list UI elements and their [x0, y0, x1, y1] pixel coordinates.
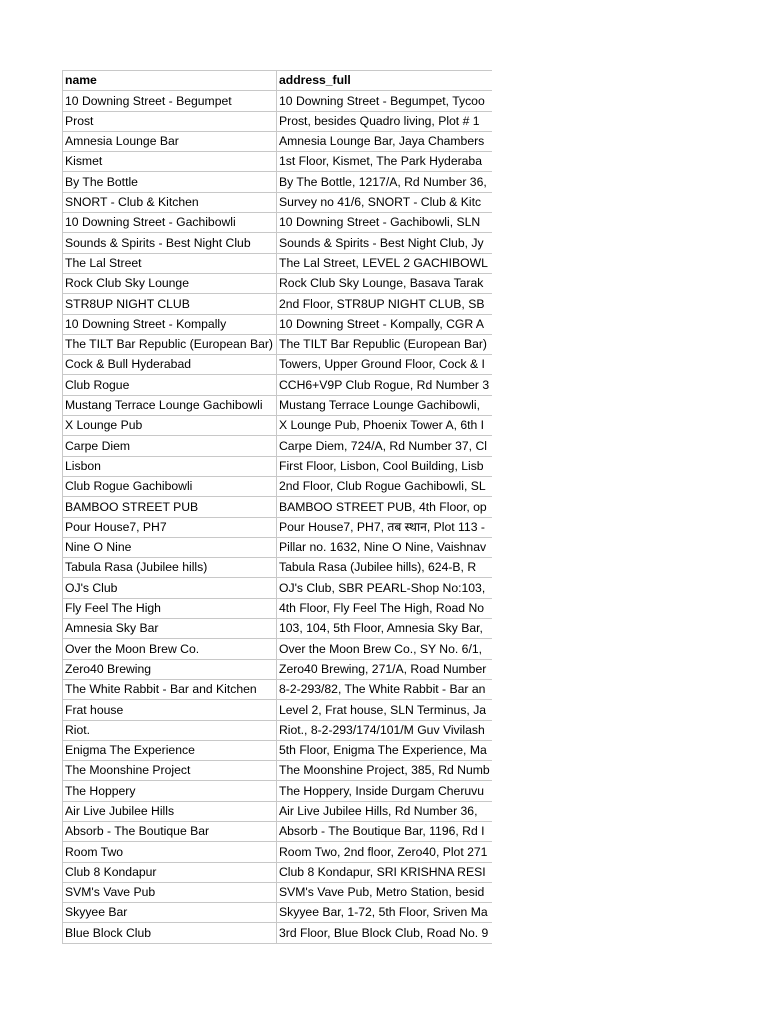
table-row	[63, 923, 493, 943]
cell-address: Sounds & Spirits - Best Night Club, Jy	[277, 233, 493, 253]
cell-name: Riot.	[63, 720, 277, 740]
cell-address: Air Live Jubilee Hills, Rd Number 36,	[277, 801, 493, 821]
table-row	[63, 375, 493, 395]
cell-address: OJ's Club, SBR PEARL-Shop No:103,	[277, 578, 493, 598]
cell-address: CCH6+V9P Club Rogue, Rd Number 3	[277, 375, 493, 395]
table-row	[63, 456, 493, 476]
cell-name: Amnesia Sky Bar	[63, 619, 277, 639]
cell-name: Club Rogue	[63, 375, 277, 395]
cell-address: 10 Downing Street - Begumpet, Tycoo	[277, 91, 493, 111]
table-row	[63, 436, 493, 456]
cell-name: Prost	[63, 111, 277, 131]
cell-name: Blue Block Club	[63, 923, 277, 943]
table-row	[63, 659, 493, 679]
cell-name: Over the Moon Brew Co.	[63, 639, 277, 659]
table-row	[63, 294, 493, 314]
table-row	[63, 395, 493, 415]
cell-address: 5th Floor, Enigma The Experience, Ma	[277, 740, 493, 760]
table-row	[63, 619, 493, 639]
cell-address: The Hoppery, Inside Durgam Cheruvu	[277, 781, 493, 801]
table-row	[63, 91, 493, 111]
cell-address: 10 Downing Street - Gachibowli, SLN	[277, 213, 493, 233]
table-row	[63, 903, 493, 923]
cell-address: 3rd Floor, Blue Block Club, Road No. 9	[277, 923, 493, 943]
cell-name: 10 Downing Street - Kompally	[63, 314, 277, 334]
cell-name: Sounds & Spirits - Best Night Club	[63, 233, 277, 253]
cell-address: SVM's Vave Pub, Metro Station, besid	[277, 882, 493, 902]
cell-name: The Lal Street	[63, 253, 277, 273]
cell-name: Tabula Rasa (Jubilee hills)	[63, 558, 277, 578]
cell-address: By The Bottle, 1217/A, Rd Number 36,	[277, 172, 493, 192]
cell-name: Frat house	[63, 700, 277, 720]
cell-address: Absorb - The Boutique Bar, 1196, Rd I	[277, 821, 493, 841]
cell-name: Carpe Diem	[63, 436, 277, 456]
cell-address: The Moonshine Project, 385, Rd Numb	[277, 761, 493, 781]
cell-address: Amnesia Lounge Bar, Jaya Chambers	[277, 131, 493, 151]
cell-name: Fly Feel The High	[63, 598, 277, 618]
table-row	[63, 334, 493, 354]
cell-name: Club Rogue Gachibowli	[63, 476, 277, 496]
cell-name: Lisbon	[63, 456, 277, 476]
cell-address: Zero40 Brewing, 271/A, Road Number	[277, 659, 493, 679]
cell-address: 10 Downing Street - Kompally, CGR A	[277, 314, 493, 334]
table-row	[63, 355, 493, 375]
cell-address: The Lal Street, LEVEL 2 GACHIBOWL	[277, 253, 493, 273]
cell-name: Absorb - The Boutique Bar	[63, 821, 277, 841]
cell-address: Carpe Diem, 724/A, Rd Number 37, Cl	[277, 436, 493, 456]
table-row	[63, 740, 493, 760]
cell-address: 103, 104, 5th Floor, Amnesia Sky Bar,	[277, 619, 493, 639]
table-row	[63, 537, 493, 557]
cell-address: 2nd Floor, STR8UP NIGHT CLUB, SB	[277, 294, 493, 314]
cell-name: Skyyee Bar	[63, 903, 277, 923]
table-row	[63, 152, 493, 172]
cell-name: The Hoppery	[63, 781, 277, 801]
table-row	[63, 761, 493, 781]
table-row	[63, 273, 493, 293]
table-row	[63, 679, 493, 699]
cell-name: SNORT - Club & Kitchen	[63, 192, 277, 212]
cell-address: Towers, Upper Ground Floor, Cock & I	[277, 355, 493, 375]
cell-name: X Lounge Pub	[63, 416, 277, 436]
cell-name: SVM's Vave Pub	[63, 882, 277, 902]
table-row	[63, 639, 493, 659]
cell-address: BAMBOO STREET PUB, 4th Floor, op	[277, 497, 493, 517]
cell-address: 2nd Floor, Club Rogue Gachibowli, SL	[277, 476, 493, 496]
cell-address: Pillar no. 1632, Nine O Nine, Vaishnav	[277, 537, 493, 557]
cell-name: Room Two	[63, 842, 277, 862]
cell-name: Mustang Terrace Lounge Gachibowli	[63, 395, 277, 415]
cell-address: Survey no 41/6, SNORT - Club & Kitc	[277, 192, 493, 212]
cell-name: The White Rabbit - Bar and Kitchen	[63, 679, 277, 699]
cell-name: 10 Downing Street - Gachibowli	[63, 213, 277, 233]
table-row	[63, 578, 493, 598]
cell-name: Amnesia Lounge Bar	[63, 131, 277, 151]
spreadsheet	[62, 70, 492, 944]
cell-address: Prost, besides Quadro living, Plot # 1	[277, 111, 493, 131]
header-row	[63, 71, 493, 91]
cell-address: Room Two, 2nd floor, Zero40, Plot 271	[277, 842, 493, 862]
table-row	[63, 842, 493, 862]
cell-address: 4th Floor, Fly Feel The High, Road No	[277, 598, 493, 618]
cell-name: The TILT Bar Republic (European Bar)	[63, 334, 277, 354]
table-row	[63, 172, 493, 192]
cell-name: Pour House7, PH7	[63, 517, 277, 537]
table-row	[63, 476, 493, 496]
column-header-address: address_full	[277, 71, 493, 91]
cell-name: OJ's Club	[63, 578, 277, 598]
cell-name: Air Live Jubilee Hills	[63, 801, 277, 821]
cell-address: 8-2-293/82, The White Rabbit - Bar an	[277, 679, 493, 699]
cell-address: Level 2, Frat house, SLN Terminus, Ja	[277, 700, 493, 720]
cell-address: Riot., 8-2-293/174/101/M Guv Vivilash	[277, 720, 493, 740]
cell-name: By The Bottle	[63, 172, 277, 192]
cell-name: Nine O Nine	[63, 537, 277, 557]
cell-address: Mustang Terrace Lounge Gachibowli,	[277, 395, 493, 415]
cell-name: Cock & Bull Hyderabad	[63, 355, 277, 375]
cell-name: Rock Club Sky Lounge	[63, 273, 277, 293]
table-row	[63, 558, 493, 578]
cell-name: BAMBOO STREET PUB	[63, 497, 277, 517]
table-row	[63, 233, 493, 253]
table-row	[63, 192, 493, 212]
cell-address: X Lounge Pub, Phoenix Tower A, 6th I	[277, 416, 493, 436]
table-row	[63, 598, 493, 618]
table-row	[63, 497, 493, 517]
cell-address: Tabula Rasa (Jubilee hills), 624-B, R	[277, 558, 493, 578]
table-row	[63, 131, 493, 151]
venues-table	[62, 70, 492, 944]
cell-address: Over the Moon Brew Co., SY No. 6/1,	[277, 639, 493, 659]
cell-name: Zero40 Brewing	[63, 659, 277, 679]
cell-address: Rock Club Sky Lounge, Basava Tarak	[277, 273, 493, 293]
cell-name: Enigma The Experience	[63, 740, 277, 760]
cell-address: The TILT Bar Republic (European Bar)	[277, 334, 493, 354]
table-row	[63, 517, 493, 537]
table-row	[63, 253, 493, 273]
table-row	[63, 862, 493, 882]
cell-address: First Floor, Lisbon, Cool Building, Lisb	[277, 456, 493, 476]
table-row	[63, 700, 493, 720]
cell-address: Club 8 Kondapur, SRI KRISHNA RESI	[277, 862, 493, 882]
cell-name: Kismet	[63, 152, 277, 172]
column-header-name: name	[63, 71, 277, 91]
table-row	[63, 213, 493, 233]
table-row	[63, 416, 493, 436]
table-row	[63, 720, 493, 740]
table-row	[63, 781, 493, 801]
cell-address: 1st Floor, Kismet, The Park Hyderaba	[277, 152, 493, 172]
cell-name: The Moonshine Project	[63, 761, 277, 781]
table-row	[63, 314, 493, 334]
cell-address: Pour House7, PH7, तब स्थान, Plot 113 -	[277, 517, 493, 537]
table-row	[63, 801, 493, 821]
cell-address: Skyyee Bar, 1-72, 5th Floor, Sriven Ma	[277, 903, 493, 923]
cell-name: Club 8 Kondapur	[63, 862, 277, 882]
cell-name: 10 Downing Street - Begumpet	[63, 91, 277, 111]
cell-name: STR8UP NIGHT CLUB	[63, 294, 277, 314]
table-row	[63, 882, 493, 902]
table-body	[63, 91, 493, 943]
table-row	[63, 111, 493, 131]
table-row	[63, 821, 493, 841]
